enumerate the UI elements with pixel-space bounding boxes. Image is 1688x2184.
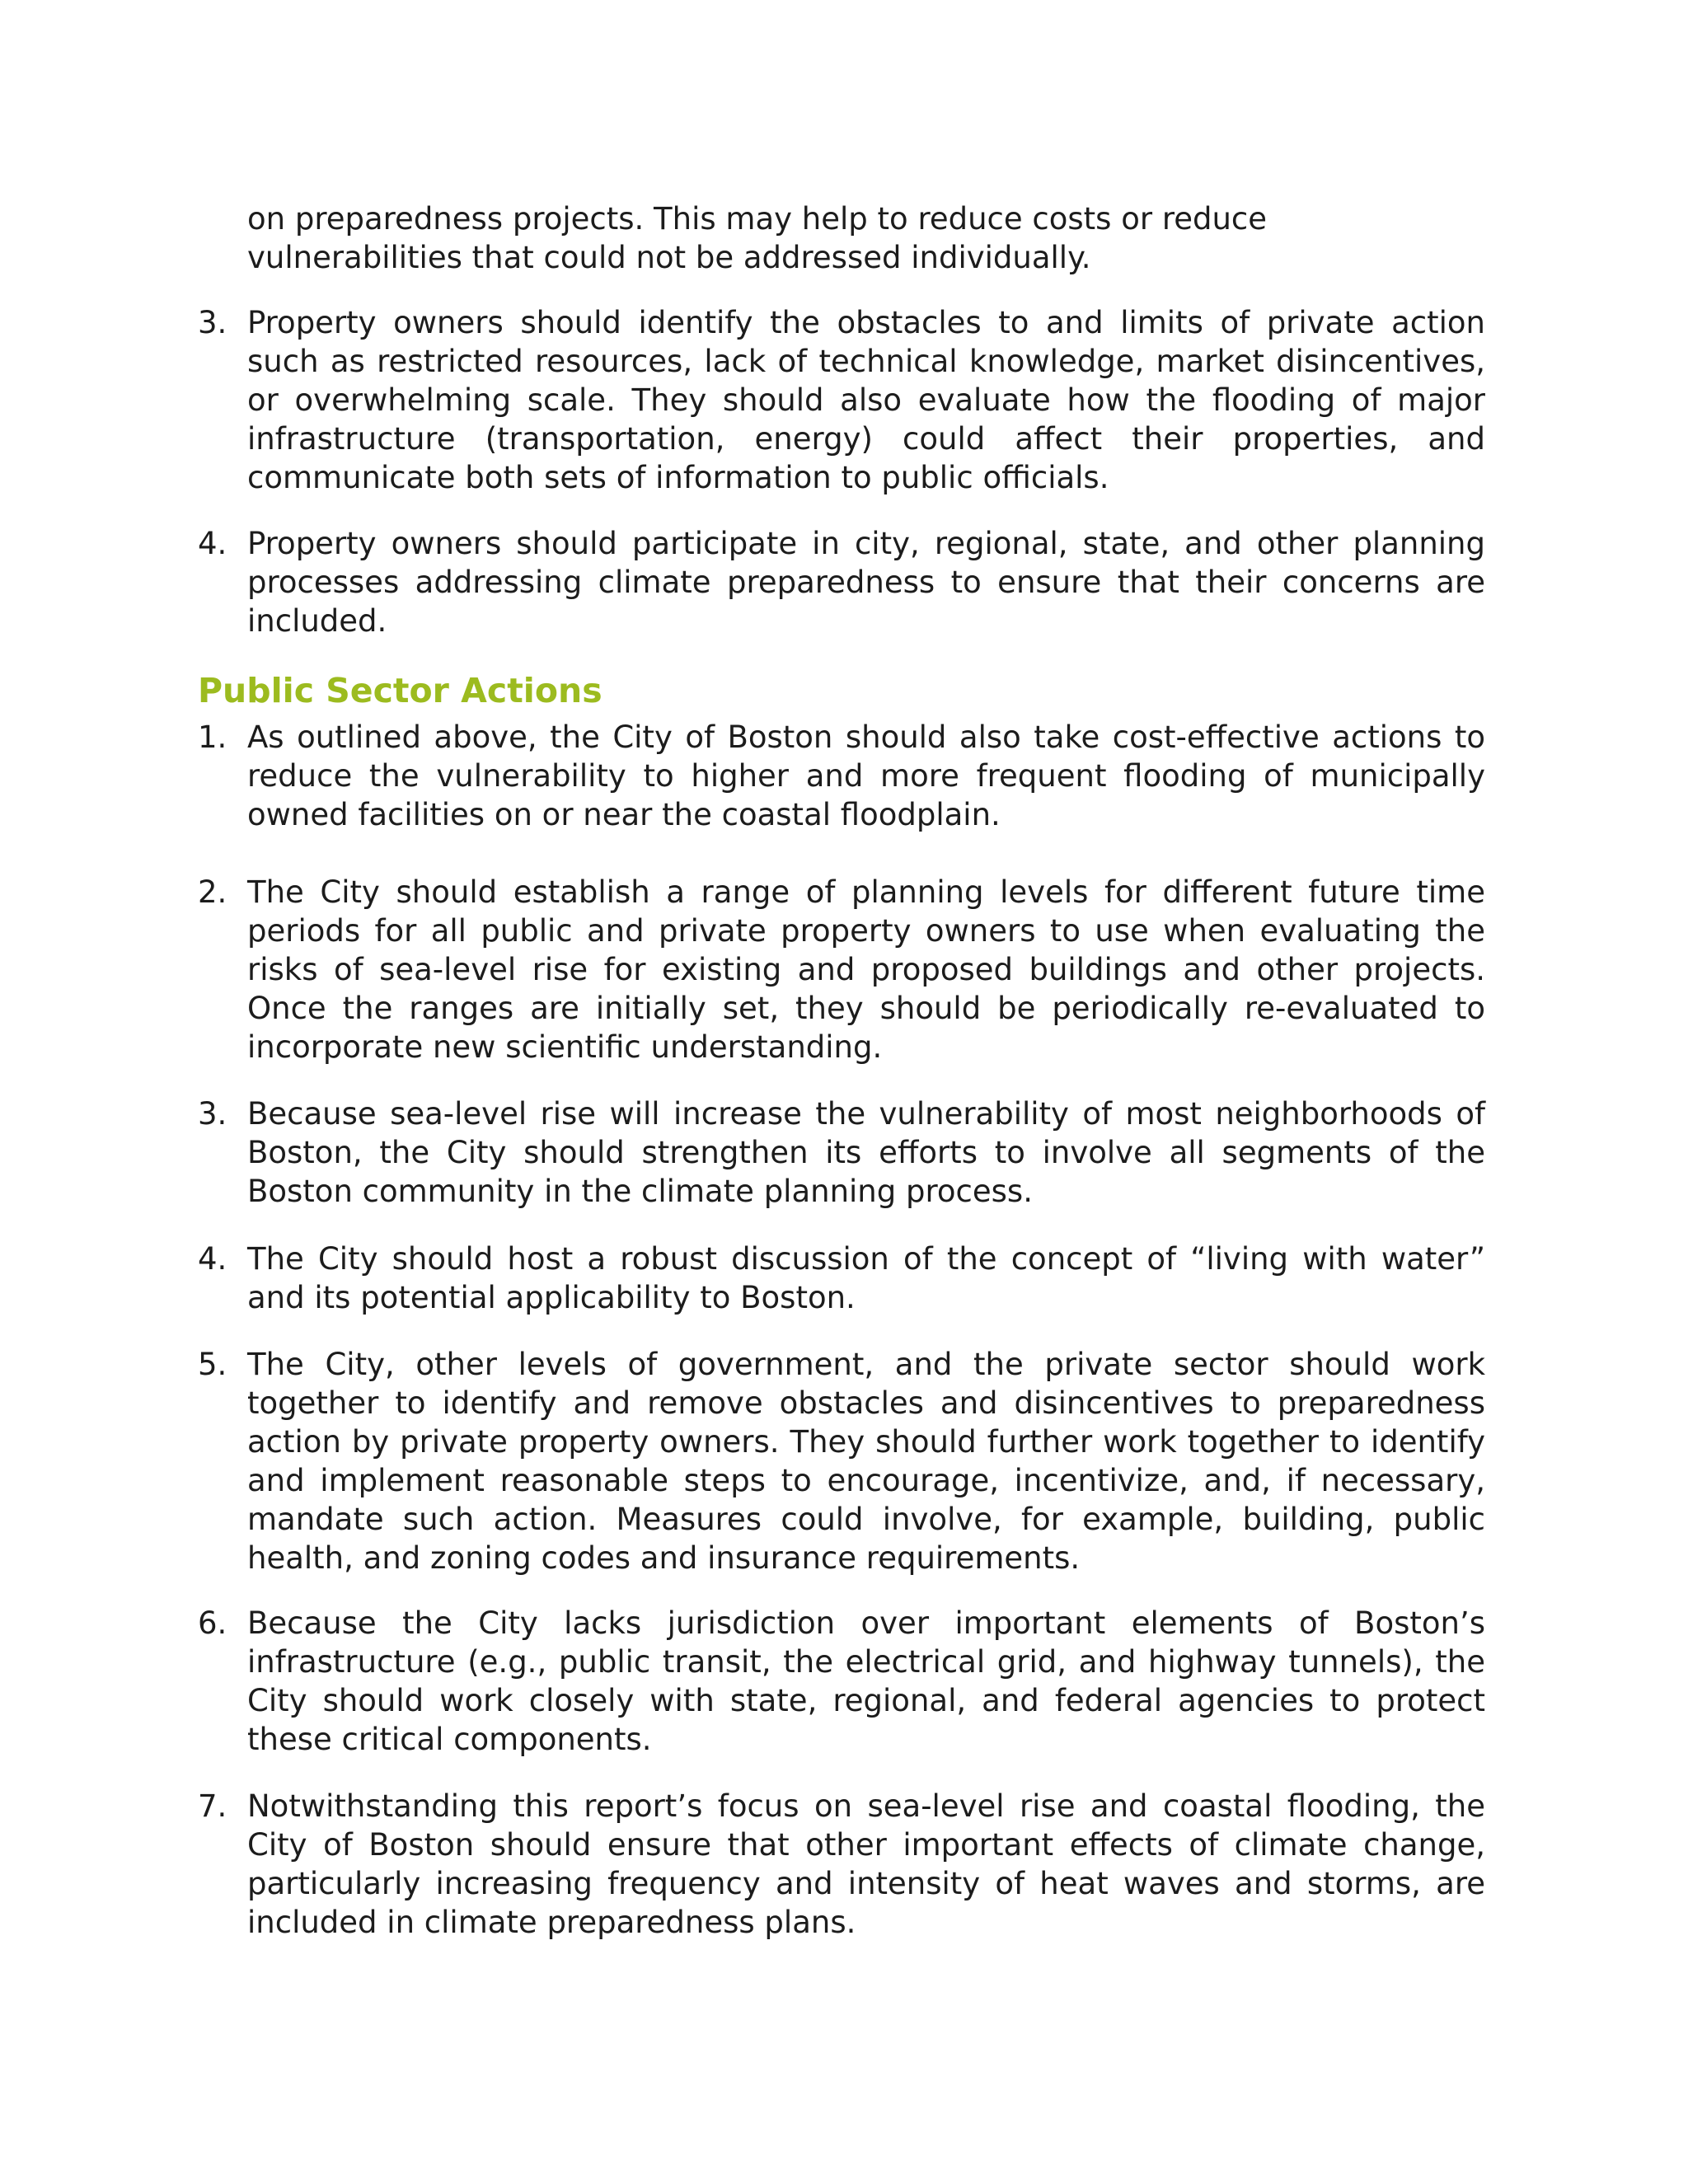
item-text: Property owners should participate in city, regional, state, and other planning processes addressing climate preparedness to ensure that their concerns are included. bbox=[247, 526, 1485, 639]
list-item bbox=[198, 1787, 1485, 1942]
item-number: 1. bbox=[198, 719, 227, 755]
item-text: As outlined above, the City of Boston should also take cost-effective actions to reduce the vulnerability to higher and more frequent flooding of municipally owned facilities on or near the coastal floodplain. bbox=[247, 719, 1485, 832]
list-item bbox=[198, 1240, 1485, 1317]
list-item bbox=[198, 718, 1485, 834]
item-number: 3. bbox=[198, 1096, 227, 1132]
item-text: The City, other levels of government, and the private sector should work together to identify and remove obstacles and disincentives to preparedness action by private property owners. They should further work together to identify and implement reasonable steps to encourage, incentivize, and, if necessary, mandate such action. Measures could involve, for example, building, public health, and zoning codes and insurance requirements. bbox=[247, 1347, 1485, 1576]
continuation-text: on preparedness projects. This may help to reduce costs or reduce vulnerabilities that could not be addressed individually. bbox=[247, 201, 1268, 275]
item-text: Property owners should identify the obstacles to and limits of private action such as restricted resources, lack of technical knowledge, market disincentives, or overwhelming scale. They should also evaluate how the flooding of major infrastructure (transportation, energy) could affect their properties, and communicate both sets of information to public officials. bbox=[247, 305, 1485, 495]
item-text: Notwithstanding this report’s focus on sea-level rise and coastal flooding, the City of Boston should ensure that other important effects of climate change, particularly increasing frequency and intensity of heat waves and storms, are included in climate preparedness plans. bbox=[247, 1788, 1485, 1940]
list-item bbox=[198, 303, 1485, 497]
item-text: Because sea-level rise will increase the vulnerability of most neighborhoods of Boston, the City should strengthen its efforts to involve all segments of the Boston community in the climate planning process. bbox=[247, 1096, 1485, 1209]
item-number: 6. bbox=[198, 1605, 227, 1641]
list-item bbox=[198, 1345, 1485, 1577]
item-number: 5. bbox=[198, 1347, 227, 1382]
item-text: Because the City lacks jurisdiction over important elements of Boston’s infrastructure (e.g., public transit, the electrical grid, and highway tunnels), the City should work closely with state, regional, and federal agencies to protect these critical components. bbox=[247, 1605, 1485, 1757]
continuation-paragraph bbox=[198, 199, 1485, 277]
list-item bbox=[198, 1094, 1485, 1211]
list-item bbox=[198, 873, 1485, 1066]
item-text: The City should host a robust discussion of the concept of “living with water” and its potential applicability to Boston. bbox=[247, 1241, 1485, 1315]
item-number: 2. bbox=[198, 874, 227, 910]
item-number: 7. bbox=[198, 1788, 227, 1824]
list-item bbox=[198, 524, 1485, 640]
item-number: 4. bbox=[198, 526, 227, 561]
item-number: 4. bbox=[198, 1241, 227, 1277]
list-item bbox=[198, 1604, 1485, 1759]
item-number: 3. bbox=[198, 305, 227, 340]
item-text: The City should establish a range of planning levels for different future time periods for all public and private property owners to use when evaluating the risks of sea-level rise for existing and proposed buildings and other projects. Once the ranges are initially set, they should be periodically re-evaluated to incorporate new scientific understanding. bbox=[247, 874, 1485, 1065]
section-heading: Public Sector Actions bbox=[198, 671, 603, 710]
